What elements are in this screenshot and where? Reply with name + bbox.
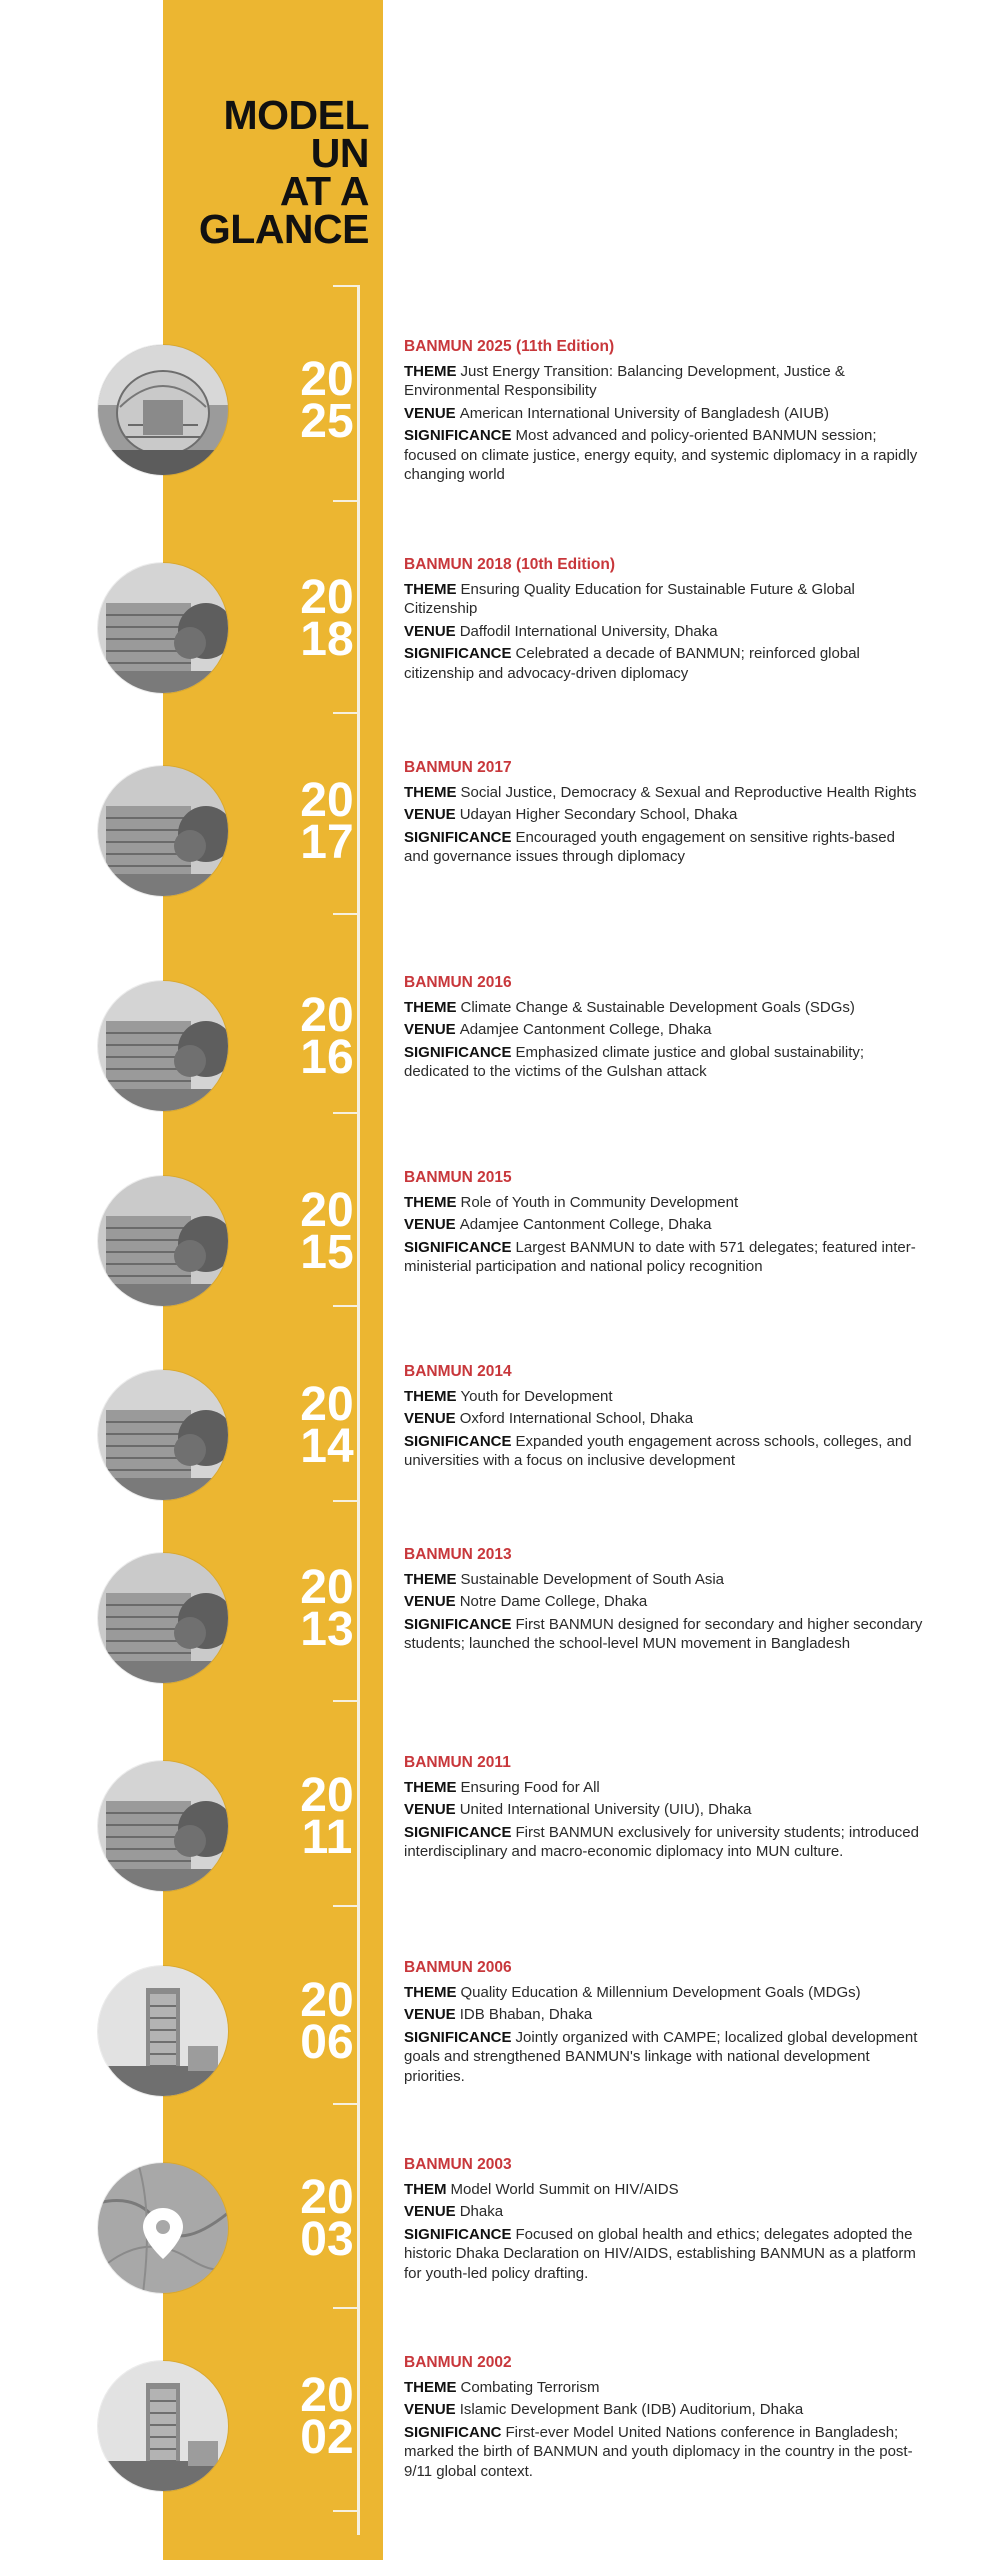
- timeline-tick: [333, 1905, 360, 1907]
- entry-text: Emphasized climate justice and global sustainability; dedicated to the victims of the Gulshan attack: [404, 1043, 865, 1080]
- domed-auditorium-photo: [98, 345, 228, 475]
- entry-row: [404, 2202, 924, 2222]
- year-label: [292, 2369, 362, 2464]
- entry-label: VENUE: [404, 1410, 456, 1427]
- entry-label: VENUE: [404, 2401, 456, 2418]
- year-top: 20: [300, 1378, 354, 1431]
- year-top: 20: [300, 571, 354, 624]
- entry-label: VENUE: [404, 1021, 456, 1038]
- entry-row: [404, 1387, 924, 1407]
- year-top: 20: [300, 353, 354, 406]
- entry-row: [404, 404, 924, 424]
- entry-label: SIGNIFICANCE: [404, 828, 512, 846]
- entry-text: Model World Summit on HIV/AIDS: [450, 2180, 679, 2198]
- year-top: 20: [300, 1769, 354, 1822]
- entry-heading: BANMUN 2002: [404, 2354, 512, 2371]
- entry-text: Focused on global health and ethics; delegates adopted the historic Dhaka Declaration on HIV/AIDS, establishing BANMUN as a platform for youth-led policy drafting.: [404, 2225, 916, 2282]
- entry-row: [404, 783, 924, 803]
- college-campus-photo: [98, 1553, 228, 1683]
- year-label: [292, 1561, 362, 1656]
- page-title: [163, 92, 369, 252]
- entry-row: [404, 2225, 924, 2284]
- entry-text: Jointly organized with CAMPE; localized global development goals and strengthened BANMUN's linkage with national development priorities.: [404, 2028, 918, 2085]
- entry-text: Ensuring Quality Education for Sustainable Future & Global Citizenship: [404, 580, 855, 617]
- entry-heading: BANMUN 2011: [404, 1754, 511, 1771]
- year-bottom: 18: [300, 613, 354, 666]
- entry-label: VENUE: [404, 1801, 456, 1818]
- timeline-entry: [404, 973, 924, 1085]
- year-top: 20: [300, 2369, 354, 2422]
- entry-text: Role of Youth in Community Development: [460, 1193, 739, 1211]
- year-label: [292, 1184, 362, 1279]
- entry-heading: BANMUN 2006: [404, 1959, 512, 1976]
- entry-row: [404, 1592, 924, 1612]
- timeline-tick: [333, 2103, 360, 2105]
- year-label: [292, 571, 362, 666]
- timeline-tick: [333, 2307, 360, 2309]
- entry-label: SIGNIFICANC: [404, 2423, 502, 2441]
- year-top: 20: [300, 989, 354, 1042]
- year-label: [292, 774, 362, 869]
- entry-text: Adamjee Cantonment College, Dhaka: [459, 1216, 712, 1233]
- year-bottom: 02: [300, 2411, 354, 2464]
- year-label: [292, 1378, 362, 1473]
- entry-text: Oxford International School, Dhaka: [459, 1410, 694, 1427]
- entry-row: [404, 2378, 924, 2398]
- entry-label: VENUE: [404, 404, 456, 422]
- entry-row: [404, 998, 924, 1018]
- timeline-tick: [333, 500, 360, 502]
- entry-label: VENUE: [404, 2006, 456, 2023]
- year-bottom: 03: [300, 2213, 354, 2266]
- timeline-entry: [404, 1545, 924, 1657]
- year-bottom: 16: [300, 1031, 354, 1084]
- year-top: 20: [300, 1184, 354, 1237]
- entry-label: VENUE: [404, 1593, 456, 1610]
- entry-row: [404, 362, 924, 401]
- timeline-entry: [404, 337, 924, 488]
- timeline-tick: [333, 1305, 360, 1307]
- entry-text: Adamjee Cantonment College, Dhaka: [459, 1021, 712, 1038]
- entry-text: Ensuring Food for All: [460, 1778, 600, 1796]
- year-bottom: 25: [300, 395, 354, 448]
- timeline-entry: [404, 758, 924, 870]
- entry-text: Just Energy Transition: Balancing Development, Justice & Environmental Responsibility: [404, 362, 845, 399]
- entry-heading: BANMUN 2014: [404, 1363, 512, 1380]
- entry-row: [404, 644, 924, 683]
- year-bottom: 14: [300, 1420, 354, 1473]
- entry-row: [404, 1043, 924, 1082]
- high-rise-campus-photo: [98, 1761, 228, 1891]
- entry-text: Notre Dame College, Dhaka: [459, 1593, 648, 1610]
- entry-label: THEME: [404, 1778, 457, 1796]
- entry-row: [404, 2400, 924, 2420]
- entry-text: First-ever Model United Nations conference in Bangladesh; marked the birth of BANMUN and youth diplomacy in the country in the post-9/11 global context.: [404, 2423, 913, 2480]
- entry-heading: BANMUN 2025 (11th Edition): [404, 338, 615, 355]
- timeline-entry: [404, 1958, 924, 2089]
- entry-row: [404, 1020, 924, 1040]
- entry-text: Largest BANMUN to date with 571 delegates; featured inter-ministerial participation and national policy recognition: [404, 1238, 916, 1275]
- map-pin-photo: [98, 2163, 228, 2293]
- entry-row: [404, 2423, 924, 2482]
- entry-text: Combating Terrorism: [460, 2378, 600, 2396]
- college-building-photo: [98, 981, 228, 1111]
- entry-text: Social Justice, Democracy & Sexual and Reproductive Health Rights: [460, 783, 917, 801]
- university-building-photo: [98, 563, 228, 693]
- entry-row: [404, 1778, 924, 1798]
- entry-heading: BANMUN 2017: [404, 759, 512, 776]
- entry-label: THEME: [404, 783, 457, 801]
- entry-row: [404, 2028, 924, 2087]
- entry-label: THEME: [404, 2378, 457, 2396]
- year-label: [292, 353, 362, 448]
- entry-text: Islamic Development Bank (IDB) Auditorium, Dhaka: [459, 2401, 804, 2418]
- entry-label: VENUE: [404, 806, 456, 823]
- entry-row: [404, 828, 924, 867]
- timeline-entry: [404, 555, 924, 686]
- title-line: MODEL: [223, 92, 369, 138]
- entry-label: THEME: [404, 1983, 457, 2001]
- entry-label: SIGNIFICANCE: [404, 1432, 512, 1450]
- entry-label: VENUE: [404, 2203, 456, 2220]
- timeline-tick: [333, 712, 360, 714]
- timeline-tick: [333, 2510, 360, 2512]
- entry-text: Udayan Higher Secondary School, Dhaka: [459, 806, 738, 823]
- entry-row: [404, 622, 924, 642]
- title-line: UN: [310, 130, 369, 176]
- entry-text: Daffodil International University, Dhaka: [459, 622, 718, 640]
- timeline-tick: [333, 913, 360, 915]
- entry-row: [404, 2005, 924, 2025]
- entry-text: Climate Change & Sustainable Development Goals (SDGs): [460, 998, 855, 1016]
- entry-label: THEME: [404, 362, 457, 380]
- entry-heading: BANMUN 2003: [404, 2156, 512, 2173]
- entry-text: Expanded youth engagement across schools, colleges, and universities with a focus on inclusive development: [404, 1432, 912, 1469]
- entry-label: SIGNIFICANCE: [404, 2225, 512, 2243]
- entry-text: Sustainable Development of South Asia: [460, 1570, 725, 1588]
- college-building-photo: [98, 1176, 228, 1306]
- entry-text: Quality Education & Millennium Development Goals (MDGs): [460, 1983, 861, 2001]
- year-label: [292, 1769, 362, 1864]
- entry-label: SIGNIFICANCE: [404, 1238, 512, 1256]
- year-bottom: 11: [301, 1811, 353, 1864]
- entry-text: IDB Bhaban, Dhaka: [459, 2006, 593, 2023]
- entry-row: [404, 1983, 924, 2003]
- year-label: [292, 1974, 362, 2069]
- timeline-entry: [404, 2155, 924, 2286]
- entry-label: VENUE: [404, 622, 456, 640]
- entry-row: [404, 1823, 924, 1862]
- timeline-tick: [333, 285, 360, 287]
- entry-row: [404, 1570, 924, 1590]
- title-line: GLANCE: [198, 206, 369, 252]
- entry-label: THEME: [404, 1193, 457, 1211]
- entry-label: VENUE: [404, 1216, 456, 1233]
- entry-label: SIGNIFICANCE: [404, 1615, 512, 1633]
- entry-row: [404, 426, 924, 485]
- entry-row: [404, 1215, 924, 1235]
- entry-text: Encouraged youth engagement on sensitive rights-based and governance issues through diplomacy: [404, 828, 895, 865]
- entry-label: SIGNIFICANCE: [404, 645, 512, 662]
- timeline-entry: [404, 2353, 924, 2484]
- entry-text: Celebrated a decade of BANMUN; reinforced global citizenship and advocacy-driven diplomacy: [404, 645, 860, 682]
- year-label: [292, 2171, 362, 2266]
- timeline-entry: [404, 1362, 924, 1474]
- entry-label: SIGNIFICANCE: [404, 2028, 512, 2046]
- timeline-tick: [333, 1500, 360, 1502]
- entry-text: First BANMUN exclusively for university students; introduced interdisciplinary and macro-economic diplomacy into MUN culture.: [404, 1823, 919, 1860]
- entry-text: Dhaka: [459, 2203, 504, 2220]
- year-bottom: 13: [300, 1603, 354, 1656]
- title-line: AT A: [279, 168, 369, 214]
- entry-row: [404, 1800, 924, 1820]
- entry-row: [404, 805, 924, 825]
- year-bottom: 15: [300, 1226, 354, 1279]
- year-top: 20: [300, 2171, 354, 2224]
- entry-row: [404, 1432, 924, 1471]
- entry-label: THEME: [404, 580, 457, 598]
- year-label: [292, 989, 362, 1084]
- school-facade-photo: [98, 1370, 228, 1500]
- timeline-entry: [404, 1168, 924, 1280]
- entry-text: Most advanced and policy-oriented BANMUN session; focused on climate justice, energy equity, and systemic diplomacy in a rapidly changing world: [404, 427, 918, 483]
- entry-label: THEME: [404, 1387, 457, 1405]
- entry-row: [404, 1615, 924, 1654]
- entry-heading: BANMUN 2015: [404, 1169, 512, 1186]
- entry-label: THEM: [404, 2180, 447, 2198]
- tower-building-photo: [98, 1966, 228, 2096]
- entry-text: Youth for Development: [460, 1387, 613, 1405]
- year-bottom: 17: [300, 816, 354, 869]
- entry-heading: BANMUN 2013: [404, 1546, 512, 1563]
- entry-label: SIGNIFICANCE: [404, 1823, 512, 1841]
- entry-text: United International University (UIU), Dhaka: [459, 1801, 752, 1818]
- school-building-photo: [98, 766, 228, 896]
- entry-heading: BANMUN 2018 (10th Edition): [404, 556, 615, 573]
- entry-row: [404, 1193, 924, 1213]
- entry-row: [404, 1238, 924, 1277]
- entry-label: SIGNIFICANCE: [404, 427, 512, 444]
- entry-text: American International University of Bangladesh (AIUB): [459, 404, 830, 422]
- timeline-entry: [404, 1753, 924, 1865]
- entry-row: [404, 2180, 924, 2200]
- tower-building-photo: [98, 2361, 228, 2491]
- entry-row: [404, 1409, 924, 1429]
- entry-label: SIGNIFICANCE: [404, 1043, 512, 1061]
- timeline-tick: [333, 1700, 360, 1702]
- year-top: 20: [300, 1974, 354, 2027]
- entry-label: THEME: [404, 1570, 457, 1588]
- year-top: 20: [300, 1561, 354, 1614]
- entry-heading: BANMUN 2016: [404, 974, 512, 991]
- entry-text: First BANMUN designed for secondary and higher secondary students; launched the school-level MUN movement in Bangladesh: [404, 1615, 923, 1652]
- entry-label: THEME: [404, 998, 457, 1016]
- year-top: 20: [300, 774, 354, 827]
- entry-row: [404, 580, 924, 619]
- year-bottom: 06: [300, 2016, 354, 2069]
- timeline-tick: [333, 1112, 360, 1114]
